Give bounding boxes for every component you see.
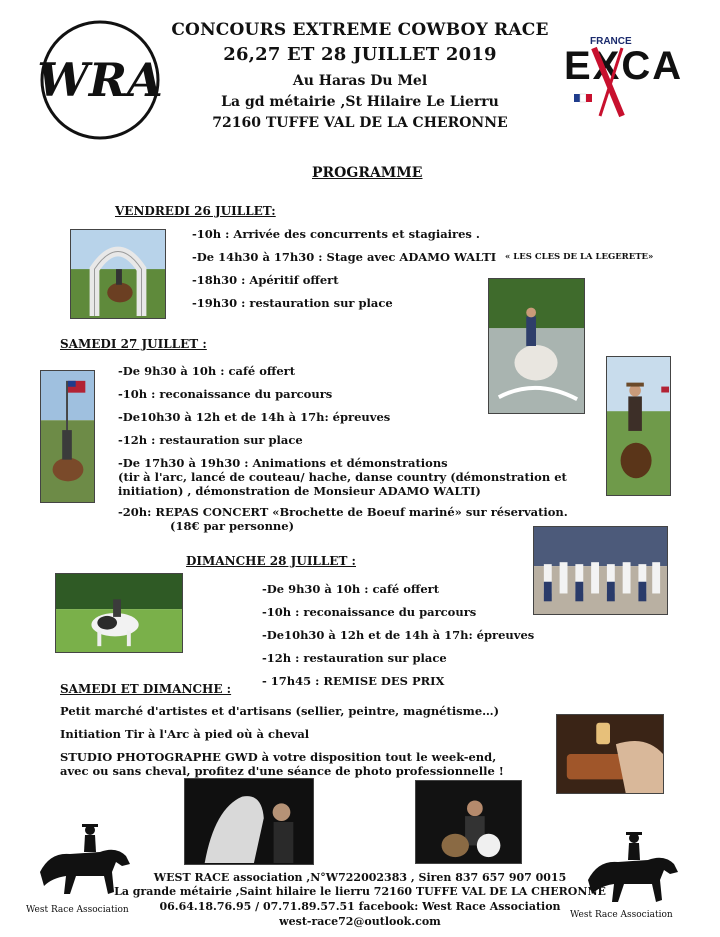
footer-email[interactable]: west-race72@outlook.com: [279, 915, 441, 928]
footer-registration: WEST RACE association ,N°W722002383 , Siren 837 657 907 0015: [153, 871, 567, 884]
friday-title: VENDREDI 26 JUILLET:: [115, 204, 276, 218]
pinto-horse-photo: [55, 573, 183, 653]
weekend-line: avec ou sans cheval, profitez d'une séance de photo professionnelle !: [60, 764, 504, 778]
programme-title: PROGRAMME: [312, 165, 423, 181]
footer-contact: 06.64.18.76.95 / 07.71.89.57.51 facebook: West Race Association: [159, 900, 561, 913]
saturday-line: -10h : reconaissance du parcours: [118, 387, 333, 401]
weekend-line: Initiation Tir à l'Arc à pied où à cheval: [60, 727, 310, 741]
cowboy-rider-photo: [606, 356, 671, 496]
friday-line: -De 14h30 à 17h30 : Stage avec ADAMO WALTI: [192, 250, 497, 264]
exca-logo: [560, 34, 690, 118]
event-address-2: 72160 TUFFE VAL DE LA CHERONNE: [212, 115, 508, 131]
friday-line: -10h : Arrivée des concurrents et stagiaires .: [192, 227, 480, 241]
horse-water-photo: [488, 278, 585, 414]
event-venue: Au Haras Du Mel: [292, 73, 428, 89]
saturday-line: -20h: REPAS CONCERT «Brochette de Boeuf mariné» sur réservation.: [118, 505, 568, 519]
footer-address: La grande métairie ,Saint hilaire le lierru 72160 TUFFE VAL DE LA CHERONNE: [114, 885, 606, 898]
saturday-line: -De 17h30 à 19h30 : Animations et démonstrations: [118, 456, 448, 470]
assoc-label-right: West Race Association: [570, 910, 673, 920]
country-dance-photo: [533, 526, 668, 615]
sunday-line: -10h : reconaissance du parcours: [262, 605, 477, 619]
assoc-label-left: West Race Association: [26, 905, 129, 915]
saddle-craft-photo: [556, 714, 664, 794]
wra-logo: [38, 18, 162, 142]
wra-logo-text: WRA: [38, 53, 162, 107]
weekend-line: STUDIO PHOTOGRAPHE GWD à votre disposition tout le week-end,: [60, 750, 497, 764]
event-dates: 26,27 ET 28 JUILLET 2019: [223, 44, 497, 65]
weekend-line: Petit marché d'artistes et d'artisans (sellier, peintre, magnétisme…): [60, 704, 500, 718]
saturday-title: SAMEDI 27 JUILLET :: [60, 337, 207, 351]
flag-rider-photo: [40, 370, 95, 503]
saturday-line: -12h : restauration sur place: [118, 433, 303, 447]
sunday-line: -De 9h30 à 10h : café offert: [262, 582, 440, 596]
saturday-line: (tir à l'arc, lancé de couteau/ hache, danse country (démonstration et: [118, 470, 567, 484]
weekend-title: SAMEDI ET DIMANCHE :: [60, 682, 232, 696]
friday-line: -19h30 : restauration sur place: [192, 296, 393, 310]
saturday-line: initiation) , démonstration de Monsieur ADAMO WALTI): [118, 484, 481, 498]
event-address-1: La gd métairie ,St Hilaire Le Lierru: [221, 94, 499, 110]
exca-country: FRANCE: [590, 36, 632, 47]
saturday-line: -De 9h30 à 10h : café offert: [118, 364, 296, 378]
sunday-line: - 17h45 : REMISE DES PRIX: [262, 674, 445, 688]
sunday-line: -De10h30 à 12h et de 14h à 17h: épreuves: [262, 628, 535, 642]
rider-silhouette-right-icon: [578, 820, 688, 912]
exca-text: EXCA: [564, 44, 684, 88]
studio-horse-photo: [184, 778, 314, 865]
sunday-line: -12h : restauration sur place: [262, 651, 447, 665]
horseshoe-gate-photo: [70, 229, 166, 319]
saturday-line: (18€ par personne): [170, 519, 295, 533]
friday-line: -18h30 : Apéritif offert: [192, 273, 339, 287]
event-title: CONCOURS EXTREME COWBOY RACE: [171, 20, 549, 40]
friday-stage-note: « LES CLES DE LA LEGERETE»: [505, 252, 654, 262]
saturday-line: -De10h30 à 12h et de 14h à 17h: épreuves: [118, 410, 391, 424]
sunday-title: DIMANCHE 28 JUILLET :: [186, 554, 356, 568]
studio-dogs-photo: [415, 780, 522, 864]
